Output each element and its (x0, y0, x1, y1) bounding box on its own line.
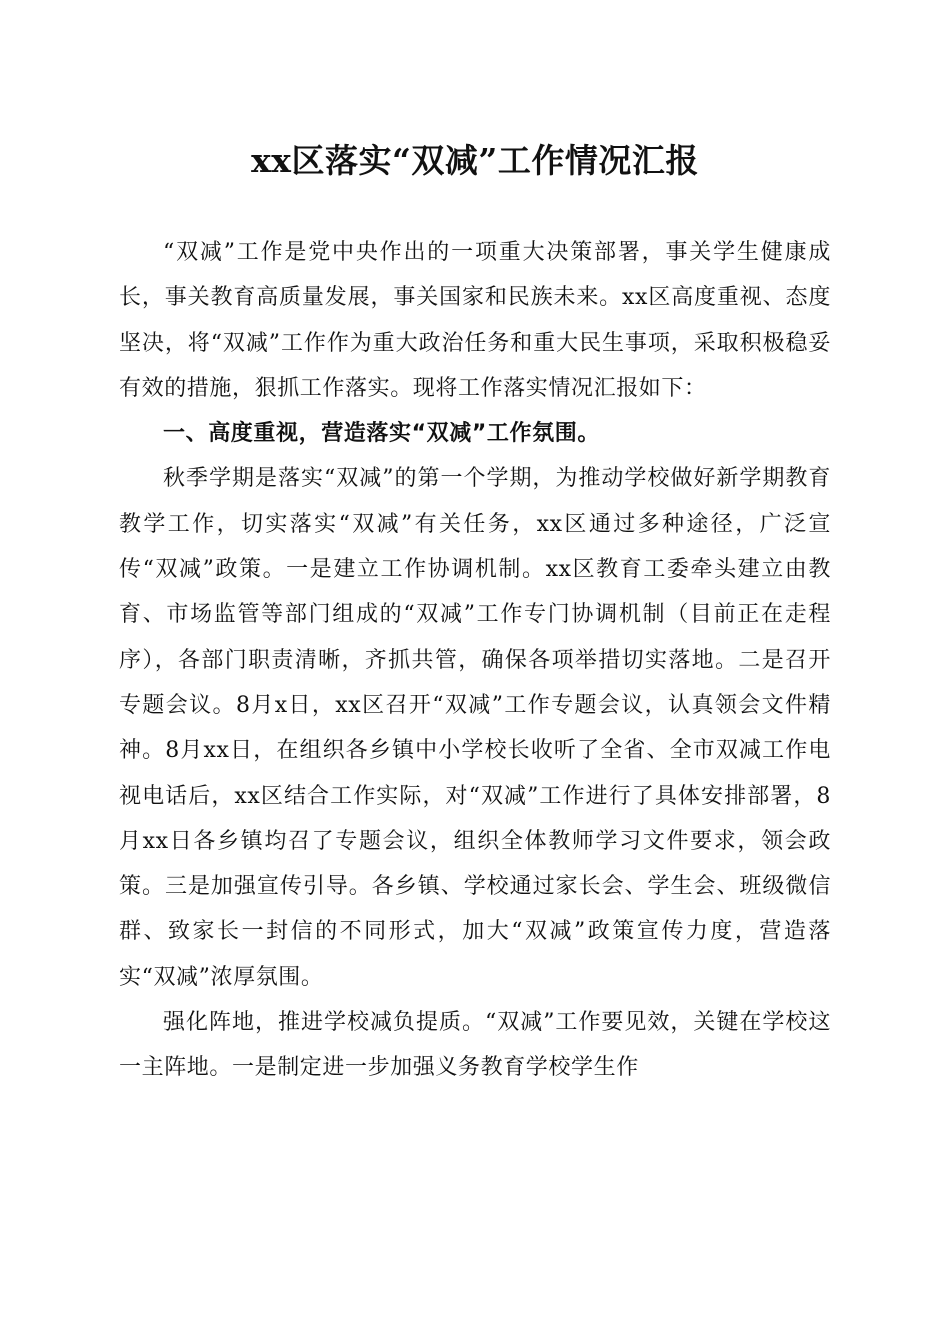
document-title: xx区落实“双减”工作情况汇报 (251, 141, 699, 180)
document-body (119, 230, 831, 1091)
section-1-paragraph-2: 强化阵地，推进学校减负提质。“双减”工作要见效，关键在学校这一主阵地。一是制定进一步加强义务教育学校学生作 (119, 1010, 831, 1081)
intro-paragraph: “双减”工作是党中央作出的一项重大决策部署，事关学生健康成长，事关教育高质量发展，事关国家和民族未来。xx区高度重视、态度坚决，将“双减”工作作为重大政治任务和重大民生事项，采取积极稳妥有效的措施，狠抓工作落实。现将工作落实情况汇报如下： (119, 240, 831, 401)
section-1-paragraph: 秋季学期是落实“双减”的第一个学期，为推动学校做好新学期教育教学工作，切实落实“双减”有关任务，xx区通过多种途径，广泛宣传“双减”政策。一是建立工作协调机制。xx区教育工委牵头建立由教育、市场监管等部门组成的“双减”工作专门协调机制（目前正在走程序），各部门职责清晰，齐抓共管，确保各项举措切实落地。二是召开专题会议。8月x日，xx区召开“双减”工作专题会议，认真领会文件精神。8月xx日，在组织各乡镇中小学校长收听了全省、全市双减工作电视电话后，xx区结合工作实际，对“双减”工作进行了具体安排部署，8月xx日各乡镇均召了专题会议，组织全体教师学习文件要求，领会政策。三是加强宣传引导。各乡镇、学校通过家长会、学生会、班级微信群、致家长一封信的不同形式，加大“双减”政策宣传力度，营造落实“双减”浓厚氛围。 (119, 466, 831, 990)
section-heading-1: 一、高度重视，营造落实“双减”工作氛围。 (163, 421, 600, 447)
